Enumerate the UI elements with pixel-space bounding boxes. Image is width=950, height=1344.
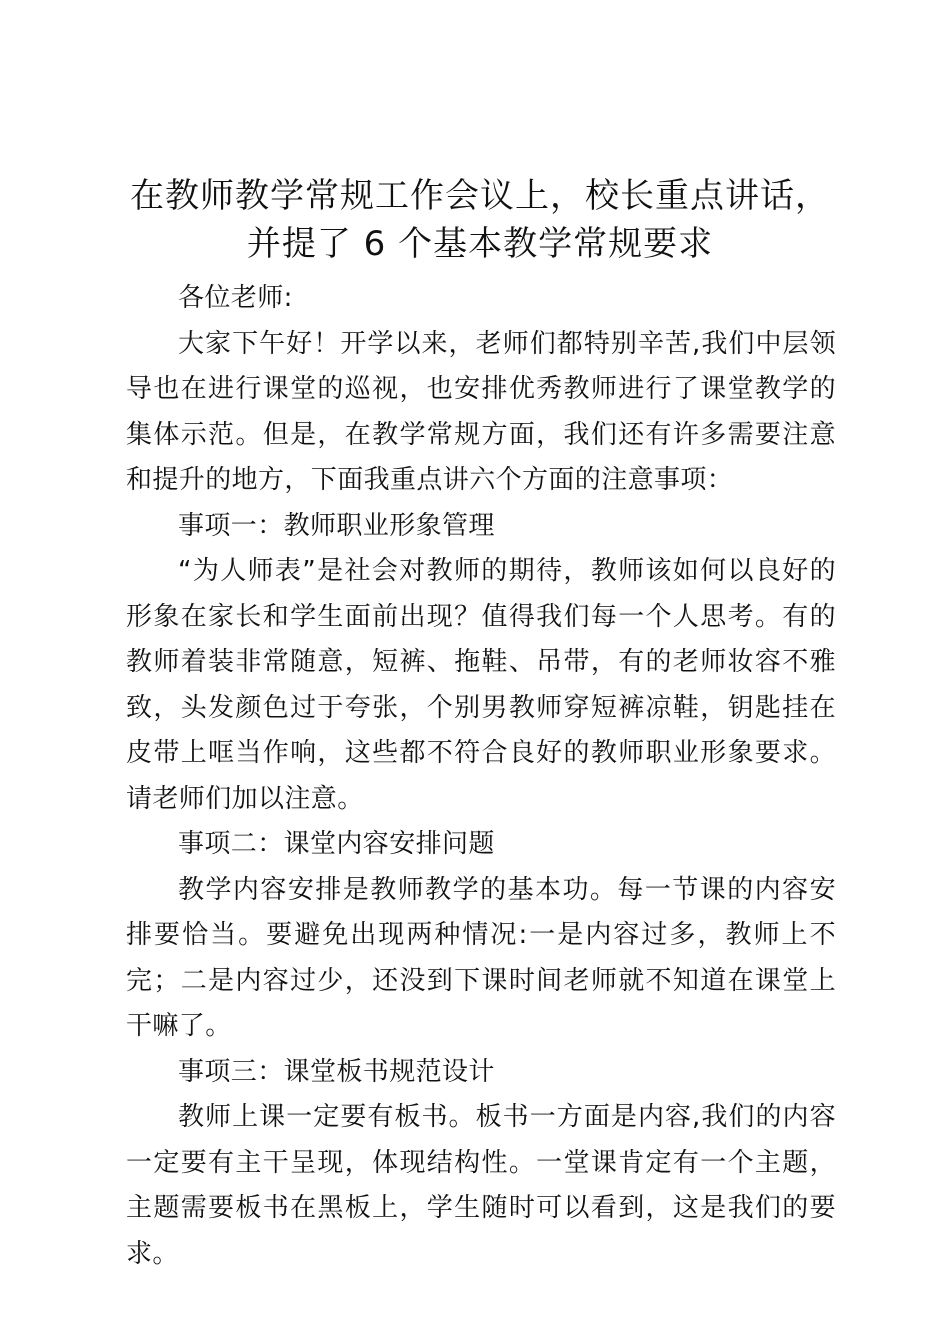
document-body <box>126 276 836 1277</box>
item-2-paragraph: 教学内容安排是教师教学的基本功。每一节课的内容安排要恰当。要避免出现两种情况:一是内容过多，教师上不完；二是内容过少，还没到下课时间老师就不知道在课堂上干嘛了。 <box>126 874 836 1041</box>
intro-paragraph: 大家下午好！开学以来，老师们都特别辛苦,我们中层领导也在进行课堂的巡视，也安排优秀教师进行了课堂教学的集体示范。但是，在教学常规方面，我们还有许多需要注意和提升的地方，下面我重点讲六个方面的注意事项： <box>126 328 836 495</box>
title-line-2: 并提了 6 个基本教学常规要求 <box>246 224 714 264</box>
item-1-paragraph: “为人师表”是社会对教师的期待，教师该如何以良好的形象在家长和学生面前出现？值得我们每一个人思考。有的教师着装非常随意，短裤、拖鞋、吊带，有的老师妆容不雅致，头发颜色过于夸张，个别男教师穿短裤凉鞋，钥匙挂在皮带上哐当作响，这些都不符合良好的教师职业形象要求。请老师们加以注意。 <box>126 556 836 814</box>
salutation: 各位老师: <box>178 283 293 313</box>
title-line-1: 在教师教学常规工作会议上，校长重点讲话， <box>130 176 830 216</box>
item-3-paragraph: 教师上课一定要有板书。板书一方面是内容,我们的内容一定要有主干呈现，体现结构性。一堂课肯定有一个主题，主题需要板书在黑板上，学生随时可以看到，这是我们的要求。 <box>126 1102 836 1269</box>
item-2-heading: 事项二：课堂内容安排问题 <box>178 829 495 859</box>
item-1-heading: 事项一：教师职业形象管理 <box>178 510 495 541</box>
item-3-heading: 事项三：课堂板书规范设计 <box>178 1056 495 1087</box>
document-title <box>100 172 860 268</box>
